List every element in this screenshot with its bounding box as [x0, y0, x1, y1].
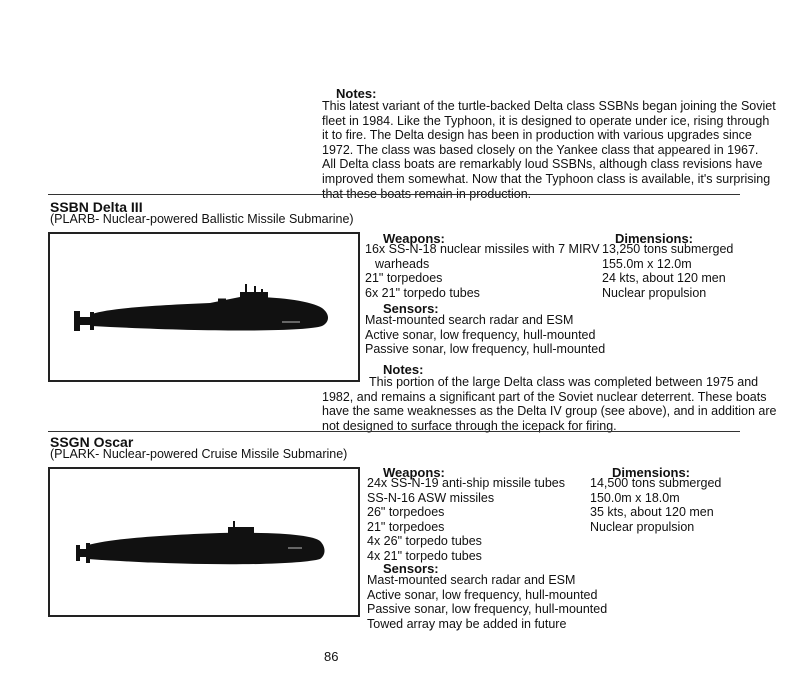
oscar-submarine-illustration	[50, 469, 358, 615]
oscar-illustration-frame	[48, 467, 360, 617]
delta-sensors-list	[365, 313, 605, 357]
top-notes-text	[322, 99, 776, 201]
weapon-item: 4x 26" torpedo tubes	[367, 534, 482, 549]
dimension-item: 24 kts, about 120 men	[602, 271, 726, 286]
delta-notes-heading: Notes:	[383, 362, 424, 377]
dimension-item: 155.0m x 12.0m	[602, 256, 692, 271]
sensor-item: Mast-mounted search radar and ESM	[365, 313, 574, 327]
top-notes-line: This latest variant of the turtle-backed Delta class SSBNs began joining the Soviet	[322, 99, 776, 113]
delta-dimensions-list	[602, 242, 733, 300]
sensor-item: Mast-mounted search radar and ESM	[367, 573, 576, 587]
sensor-item: Towed array may be added in future	[367, 616, 567, 631]
sensor-item: Active sonar, low frequency, hull-mounted	[365, 327, 596, 342]
oscar-weapons-list	[367, 476, 565, 564]
weapon-item: 4x 21" torpedo tubes	[367, 548, 482, 563]
weapon-item: 21" torpedoes	[365, 271, 443, 286]
top-notes-line: All Delta class boats are remarkably loud SSBNs, although class revisions have	[322, 157, 763, 172]
weapon-item: SS-N-16 ASW missiles	[367, 490, 495, 505]
top-notes-line: improved them somewhat. Now that the Typhoon class is available, it's surprising	[322, 171, 771, 186]
oscar-weapons-heading: Weapons:	[383, 465, 445, 480]
sensor-item: Active sonar, low frequency, hull-mounted	[367, 587, 598, 602]
weapon-item: 24x SS-N-19 anti-ship missile tubes	[367, 476, 565, 490]
dimension-item: 14,500 tons submerged	[590, 476, 722, 490]
top-notes-line: fleet in 1984. Like the Typhoon, it is designed to operate under ice, rising through	[322, 113, 770, 128]
dimension-item: Nuclear propulsion	[590, 519, 695, 534]
delta-dimensions-heading: Dimensions:	[615, 231, 694, 246]
weapon-item: 6x 21" torpedo tubes	[365, 285, 480, 300]
divider-rule	[48, 431, 740, 432]
oscar-title: SSGN Oscar	[50, 434, 134, 450]
top-notes-heading: Notes:	[336, 86, 377, 101]
weapon-item: 16x SS-N-18 nuclear missiles with 7 MIRV	[365, 242, 600, 256]
oscar-sensors-heading: Sensors:	[383, 561, 439, 576]
sensor-item: Passive sonar, low frequency, hull-mounted	[365, 342, 606, 357]
oscar-sensors-list	[367, 573, 607, 631]
oscar-dimensions-list	[590, 476, 721, 534]
top-notes-line: it to fire. The Delta design has been in production with various upgrades since	[322, 128, 752, 143]
delta-notes-text	[322, 375, 777, 433]
weapon-item: warheads	[375, 256, 430, 271]
page-number: 86	[324, 649, 339, 664]
dimension-item: Nuclear propulsion	[602, 285, 707, 300]
delta-notes-line: 1982, and remains a significant part of the Soviet nuclear deterrent. These boats	[322, 389, 767, 404]
delta-weapons-list	[365, 242, 600, 300]
dimension-item: 13,250 tons submerged	[602, 242, 734, 256]
delta-submarine-illustration	[50, 234, 358, 380]
dimension-item: 35 kts, about 120 men	[590, 505, 714, 520]
weapon-item: 26" torpedoes	[367, 505, 445, 520]
delta-illustration-frame	[48, 232, 360, 382]
top-notes-line: 1972. The class was based closely on the Yankee class that appeared in 1967.	[322, 142, 759, 157]
delta-notes-line: not designed to surface through the icepack for firing.	[322, 418, 617, 433]
delta-weapons-heading: Weapons:	[383, 231, 445, 246]
divider-rule	[48, 194, 740, 195]
delta-notes-line: This portion of the large Delta class was completed between 1975 and	[369, 375, 759, 389]
weapon-item: 21" torpedoes	[367, 519, 445, 534]
dimension-item: 150.0m x 18.0m	[590, 490, 680, 505]
sensor-item: Passive sonar, low frequency, hull-mounted	[367, 602, 608, 617]
delta-notes-line: have the same weaknesses as the Delta IV group (see above), and in addition are	[322, 404, 777, 419]
oscar-subtitle: (PLARK- Nuclear-powered Cruise Missile Submarine)	[50, 447, 348, 461]
delta-subtitle: (PLARB- Nuclear-powered Ballistic Missile Submarine)	[50, 212, 354, 226]
delta-title: SSBN Delta III	[50, 199, 143, 215]
delta-sensors-heading: Sensors:	[383, 301, 439, 316]
top-notes-line: that these boats remain in production.	[322, 186, 532, 201]
oscar-dimensions-heading: Dimensions:	[612, 465, 691, 480]
